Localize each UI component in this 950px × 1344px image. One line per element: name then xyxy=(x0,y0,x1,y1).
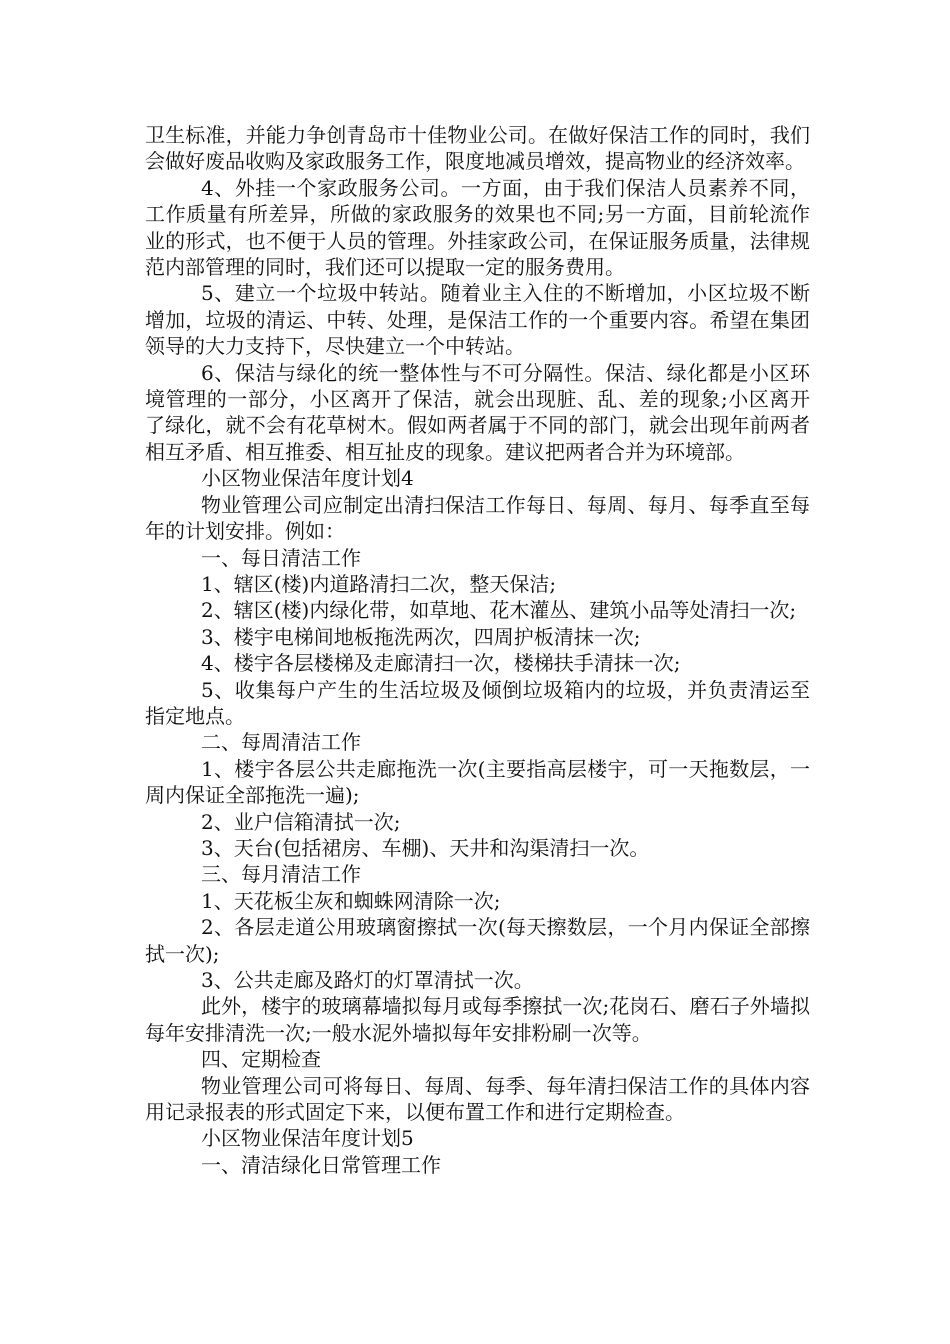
monthly-item-2: 2、各层走道公用玻璃窗擦拭一次(每天擦数层，一个月内保证全部擦拭一次); xyxy=(145,915,810,966)
subheading-weekly: 二、每周清洁工作 xyxy=(201,730,361,755)
paragraph-continuation: 卫生标准，并能力争创青岛市十佳物业公司。在做好保洁工作的同时，我们会做好废品收购及家政服务工作，限度地减员增效，提高物业的经济效率。 xyxy=(145,123,810,174)
weekly-item-1: 1、楼宇各层公共走廊拖洗一次(主要指高层楼宇，可一天拖数层，一周内保证全部拖洗一遍); xyxy=(145,756,810,808)
weekly-item-2: 2、业户信箱清拭一次; xyxy=(201,809,401,834)
subheading-daily-management: 一、清洁绿化日常管理工作 xyxy=(201,1152,441,1177)
section-heading-plan-4: 小区物业保洁年度计划4 xyxy=(201,466,414,491)
paragraph-additionally: 此外，楼宇的玻璃幕墙拟每月或每季擦拭一次;花岗石、磨石子外墙拟每年安排清洗一次;一般水泥外墙拟每年安排粉刷一次等。 xyxy=(145,994,810,1045)
paragraph-item-5: 5、建立一个垃圾中转站。随着业主入住的不断增加，小区垃圾不断增加，垃圾的清运、中转、处理，是保洁工作的一个重要内容。希望在集团领导的大力支持下，尽快建立一个中转站。 xyxy=(145,281,810,359)
subheading-monthly: 三、每月清洁工作 xyxy=(201,862,361,887)
paragraph-intro: 物业管理公司应制定出清扫保洁工作每日、每周、每月、每季直至每年的计划安排。例如： xyxy=(145,492,810,544)
monthly-item-1: 1、天花板尘灰和蜘蛛网清除一次; xyxy=(201,888,501,913)
document-body xyxy=(145,122,810,1178)
daily-item-5: 5、收集每户产生的生活垃圾及倾倒垃圾箱内的垃圾，并负责清运至指定地点。 xyxy=(145,677,810,728)
section-heading-plan-5: 小区物业保洁年度计划5 xyxy=(201,1126,414,1151)
paragraph-item-4: 4、外挂一个家政服务公司。一方面，由于我们保洁人员素养不同，工作质量有所差异，所做的家政服务的效果也不同;另一方面，目前轮流作业的形式，也不便于人员的管理。外挂家政公司，在保证服务质量，法律规范内部管理的同时，我们还可以提取一定的服务费用。 xyxy=(145,175,810,280)
weekly-item-3: 3、天台(包括裙房、车棚)、天井和沟渠清扫一次。 xyxy=(201,835,650,860)
daily-item-1: 1、辖区(楼)内道路清扫二次，整天保洁; xyxy=(201,571,557,596)
paragraph-inspection: 物业管理公司可将每日、每周、每季、每年清扫保洁工作的具体内容用记录报表的形式固定下来，以便布置工作和进行定期检查。 xyxy=(145,1073,810,1125)
daily-item-3: 3、楼宇电梯间地板拖洗两次，四周护板清抹一次; xyxy=(201,624,641,649)
monthly-item-3: 3、公共走廊及路灯的灯罩清拭一次。 xyxy=(201,968,534,992)
subheading-inspection: 四、定期检查 xyxy=(201,1047,321,1072)
daily-item-4: 4、楼宇各层楼梯及走廊清扫一次，楼梯扶手清抹一次; xyxy=(201,651,681,676)
daily-item-2: 2、辖区(楼)内绿化带，如草地、花木灌丛、建筑小品等处清扫一次; xyxy=(201,598,797,623)
subheading-daily: 一、每日清洁工作 xyxy=(201,545,361,570)
paragraph-item-6: 6、保洁与绿化的统一整体性与不可分隔性。保洁、绿化都是小区环境管理的一部分，小区离开了保洁，就会出现脏、乱、差的现象;小区离开了绿化，就不会有花草树木。假如两者属于不同的部门，就会出现年前两者相互矛盾、相互推委、相互扯皮的现象。建议把两者合并为环境部。 xyxy=(145,360,810,464)
